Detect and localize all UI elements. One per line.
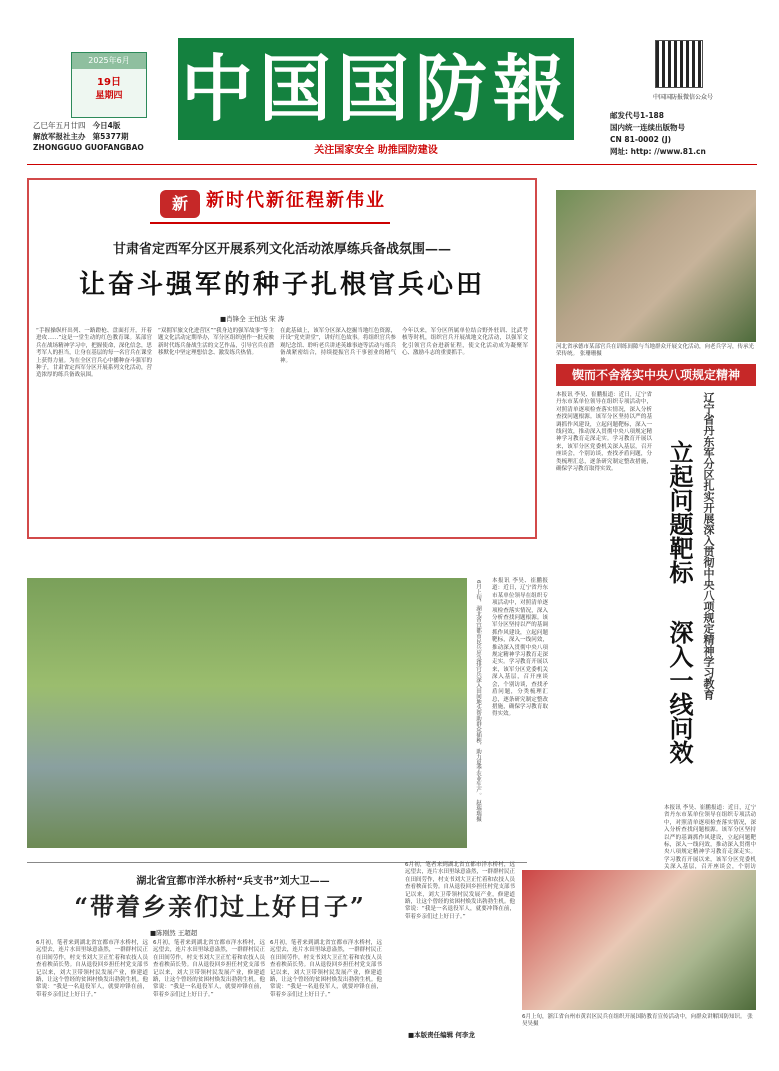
section-badge-icon: 新 [160,190,200,218]
postal-code: 邮发代号1-188 [610,111,664,120]
qr-caption: 中国国防报微信公众号 [652,94,713,101]
right-body-col2: 本报讯 李昊、崔鹏报道：近日，辽宁省丹东市某单位领导在组织专项活动中，对照清单逐项检查落实情况，深入分析查找问题根源。该军分区坚持以严的基调抓作风建设，立起问题靶标，深入一线问效，推动深入贯彻中央八项规定精神学习教育走深走实。学习教育开展以来，该军分区党委机关深入基层，召开座谈会，个别访 [664,805,756,871]
top-story-col2: “双拥军旅文化进营区”“我身边的强军故事”等主题文化活动定期举办，军分区组织创作一批反映新时代练兵备战生活的文艺作品，引导官兵在潜移默化中坚定理想信念、激发练兵热情。 [158,328,274,357]
issue-number: 第5377期 [92,132,129,141]
top-story-col4: 今年以来，军分区所属单位结合野外驻训、比武考核等时机，组织官兵开展战地文化活动，以强军文化引领官兵奋进新征程，使文化活动成为凝聚军心、激励斗志的重要抓手。 [402,328,528,357]
mid-photo-caption: 6月上旬，湖北省宜都市民兵应急排官兵深入田间地头帮助群众插秧，助力夏季农业生产。 赵瑞瑞摄 [475,580,481,822]
masthead-divider [27,164,757,165]
date-box [71,52,147,118]
right-body-col1: 本报讯 李昊、崔鹏报道：近日，辽宁省丹东市某单位领导在组织专项活动中，对照清单逐项检查落实情况，深入分析查找问题根源。该军分区坚持以严的基调抓作风建设，立起问题靶标，深入一线问效，推动深入贯彻中央八项规定精神学习教育走深走实。学习教育开展以来，该军分区党委机关深入基层，召开座谈会，个别访谈，查找矛盾问题，分类梳理汇总，逐条研究制定整改措施，确保学习教育取得实效。 [556,392,652,473]
right-section-header: 锲而不舍落实中央八项规定精神 [556,364,756,386]
section-title: 新时代新征程新伟业 [206,190,386,211]
top-story-headline: 让奋斗强军的种子扎根官兵心田 [78,270,485,300]
page-count: 今日4版 [92,121,121,130]
slogan: 关注国家安全 助推国防建设 [314,145,438,156]
photo-militia-planting [27,578,467,848]
right-vertical-kicker: 辽宁省丹东军分区扎实开展深入贯彻中央八项规定精神学习教育 [702,392,715,700]
newspaper-logo: 中国国防報 [178,38,574,140]
website: 网址: http: //www.81.cn [610,147,706,156]
mid-side-text: 本报讯 李昊、崔鹏报道：近日，辽宁省丹东市某单位领导在组织专项活动中，对照清单逐项检查落实情况，深入分析查找问题根源。该军分区坚持以严的基调抓作风建设，立起问题靶标，深入一线问效，推动深入贯彻中央八项规定精神学习教育走深走实。学习教育开展以来，该军分区党委机关深入基层，召开座谈会，个别访谈，查找矛盾问题，分类梳理汇总，逐条研究制定整改措施，确保学习教育取得实效。 [492,578,548,718]
day: 19日 [97,77,121,88]
pinyin-title: ZHONGGUO GUOFANGBAO [33,143,144,152]
cn-label: 国内统一连续出版物号 [610,123,685,132]
bottom-col2: 6月初，笔者来到湖北省宜都市洋水桥村，远远望去，连片水田里绿意盎然，一群群村民正在田间劳作，村支书刘大卫正忙着和农技人员查看秧苗长势。自从退役回乡担任村党支部书记以来，刘大卫带领村民发展产业，修建道路，让这个曾经的贫困村焕发出勃勃生机。他常说：“我是一名退役军人，就要冲锋在前，带着乡亲们过上好日子。” [153,940,265,998]
bottom-story-headline: “带着乡亲们过上好日子” [74,892,366,921]
photo1-caption: 河北省承德市某部官兵在训练间隙与当地群众开展文化活动，向老兵学习，传承光荣传统。 张珊珊摄 [556,344,755,357]
photo-cultural-activity [556,190,756,342]
qr-code-icon [655,40,703,88]
photo-national-defense-education [522,870,756,1010]
bottom-col1: 6月初，笔者来到湖北省宜都市洋水桥村，远远望去，连片水田里绿意盎然，一群群村民正在田间劳作，村支书刘大卫正忙着和农技人员查看秧苗长势。自从退役回乡担任村党支部书记以来，刘大卫带领村民发展产业，修建道路，让这个曾经的贫困村焕发出勃勃生机。他常说：“我是一名退役军人，就要冲锋在前，带着乡亲们过上好日子。” [36,940,148,998]
right-headline-1: 立起问题靶标 [665,440,694,584]
lunar-date: 乙巳年五月廿四 [33,121,86,130]
year-month: 2025年6月 [72,53,146,69]
top-story-col1: “手握操纵杆出列、一路蹬枪、盘面打开，开着进攻……”这是一堂生动的红色教育课。某部官兵在战场精神学习中，把握使命，深化信念，思考军人的担当，让身在基层的每一名官兵在课堂上获得力量。为在全区官兵心中播种奋斗强军的种子，甘肃省定西军分区开展系列文化活动，营造浓厚的练兵备战氛围。 [36,328,152,379]
bottom-photo-caption: 6月上旬，浙江省台州市黄岩区民兵在组织开展国防教育宣传活动中，向群众讲解国防知识。 张昊昊摄 [522,1014,753,1027]
top-story-byline: ■肖锋全 王恒达 宋 涛 [220,315,285,323]
bottom-col3: 6月初，笔者来到湖北省宜都市洋水桥村，远远望去，连片水田里绿意盎然，一群群村民正在田间劳作，村支书刘大卫正忙着和农技人员查看秧苗长势。自从退役回乡担任村党支部书记以来，刘大卫带领村民发展产业，修建道路，让这个曾经的贫困村焕发出勃勃生机。他常说：“我是一名退役军人，就要冲锋在前，带着乡亲们过上好日子。” [270,940,382,998]
bottom-story-kicker: 湖北省宜都市洋水桥村“兵支书”刘大卫—— [136,876,330,887]
issue-info [33,120,173,153]
section-underline [150,222,390,224]
cn-number: CN 81-0002 (J) [610,135,672,144]
right-headline-2: 深入一线问效 [665,620,694,764]
top-story-kicker: 甘肃省定西军分区开展系列文化活动浓厚练兵备战氛围—— [112,242,451,257]
editor-credit: ■本版责任编辑 何李龙 [408,1031,475,1039]
weekday: 星期四 [95,91,123,101]
bottom-col4: 6月初，笔者来到湖北省宜都市洋水桥村，远远望去，连片水田里绿意盎然，一群群村民正在田间劳作，村支书刘大卫正忙着和农技人员查看秧苗长势。自从退役回乡担任村党支部书记以来，刘大卫带领村民发展产业，修建道路，让这个曾经的贫困村焕发出勃勃生机。他常说：“我是一名退役军人，就要冲锋在前，带着乡亲们过上好日子。” [405,862,516,920]
bottom-story-byline: ■陈刚然 王超超 [150,929,198,937]
top-story-col3: 在此基础上，该军分区深入挖掘当地红色资源，开设“党史讲堂”，讲好红色故事。将组织官兵参观纪念馆、聆听老兵讲述英雄事迹等活动与练兵备战紧密结合，持续提振官兵干事创业的精气神。 [280,328,396,364]
publication-info [610,110,760,158]
publisher: 解放军报社主办 [33,132,86,141]
